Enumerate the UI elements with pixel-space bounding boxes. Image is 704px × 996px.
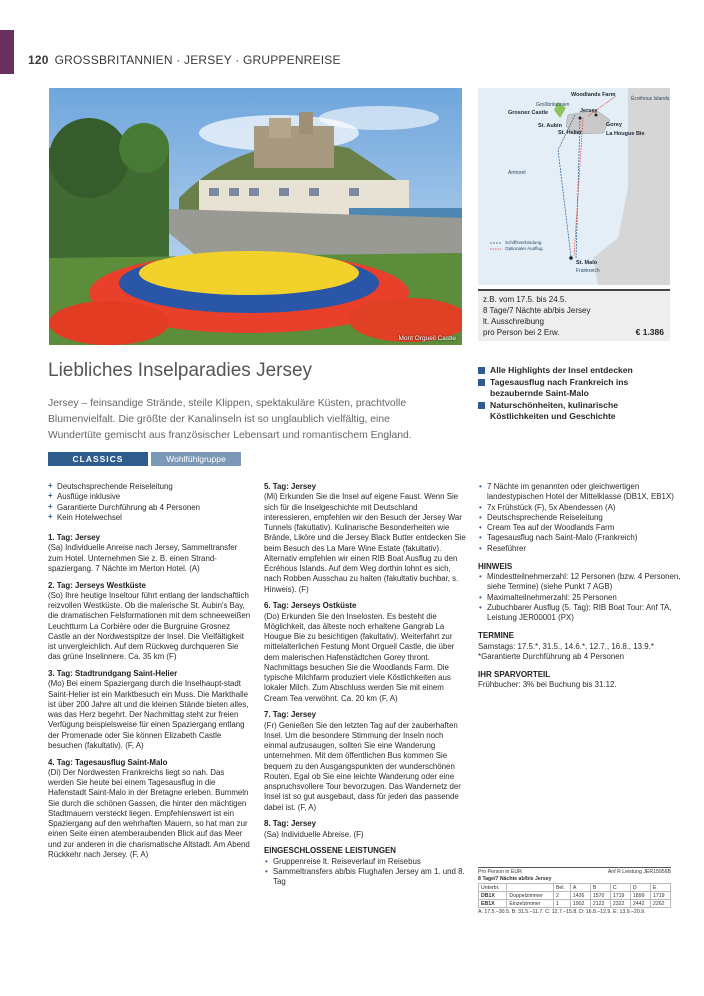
- price-table-header: [478, 867, 671, 875]
- map-legend-ship: Schiffsverbindung: [505, 240, 542, 245]
- day-text: (Sa) Individuelle Abreise. (F): [264, 829, 364, 839]
- hero-photo: [49, 88, 462, 345]
- map-label-gb: Großbritannien: [536, 102, 570, 108]
- map-label-lahouguebie: La Hougue Bie: [606, 131, 645, 137]
- table-cell: D: [630, 884, 650, 892]
- table-cell: 1: [553, 900, 570, 908]
- map-label-frankreich: Frankreich: [576, 268, 600, 274]
- day-text: (Sa) Individuelle Anreise nach Jersey, Sammeltransfer zum Hotel. Unternehmen Sie z. B. einen Strand-spaziergang. 7 Nächte im Merton Hotel. (A): [48, 543, 238, 573]
- map-label-woodlands: Woodlands Farm: [571, 92, 616, 98]
- table-cell: Doppelzimmer: [507, 892, 554, 900]
- intro-text: Jersey – feinsandige Strände, steile Klippen, spektakuläre Küsten, prachtvolle Blumenvielfalt. Die größte der Kanalinseln ist so unglaublich vielfältig, eine Wundertüte gemischt aus französischer Lebensart und romantischem England.: [48, 398, 412, 441]
- map-label-grosnez: Grosnez Castle: [508, 110, 549, 116]
- table-cell: Bel.: [553, 884, 570, 892]
- table-cell: 1719: [650, 892, 670, 900]
- table-cell: 1426: [570, 892, 590, 900]
- included-item: • Gruppenreise lt. Reiseverlauf im Reisebus: [264, 857, 467, 867]
- feature-item: + Deutschsprechende Reiseleitung: [48, 482, 251, 492]
- price-teaser: [478, 289, 670, 341]
- included-item: • Tagesausflug nach Saint-Malo (Frankreich): [478, 533, 681, 543]
- included-item: • Deutschsprechende Reiseleitung: [478, 513, 681, 523]
- price-date: z.B. vom 17.5. bis 24.5.: [483, 295, 567, 304]
- table-cell: 2: [553, 892, 570, 900]
- section-color-bar: [0, 30, 14, 74]
- photo-caption: Mont Orgueil Castle: [398, 335, 456, 342]
- tag-wohlfuehlgruppe: Wohlfühlgruppe: [151, 452, 241, 466]
- termine-heading: TERMINE: [478, 631, 514, 641]
- tag-classics: CLASSICS: [48, 452, 148, 466]
- hinweis-heading: HINWEIS: [478, 561, 513, 571]
- hinweis-item: • Maximalteilnehmerzahl: 25 Personen: [478, 593, 681, 603]
- breadcrumb: GROSSBRITANNIEN · JERSEY · GRUPPENREISE: [54, 53, 341, 67]
- day-text: (So) Ihre heutige Inseltour führt entlang der landschaftlich reizvollen Westküste. Ob die malerische St. Aubin's Bay, die dramatischen Felsformationen mit dem schneeweißen Leuchtturm La Corbière oder die Burgruine Grosnez Castle an der Nordwestspitze der Insel. Die Vielfältigkeit ist unvergleichlich. Auf dem Rückweg durchqueren Sie das grüne Inselinnere. Ca. 35 km (F): [48, 590, 251, 662]
- table-cell: 2442: [630, 900, 650, 908]
- included-list-cont: [478, 482, 681, 554]
- hinweis-item: • Zubuchbarer Ausflug (5. Tag): RIB Boat Tour: Anf TA, Leistung JER00001 (PX): [478, 603, 681, 624]
- table-cell: Unterbr.: [479, 884, 507, 892]
- table-cell: C: [610, 884, 630, 892]
- price-table-code: Anf R Leistung JER15956B: [607, 869, 671, 875]
- map-label-staubin: St. Aubin: [538, 123, 562, 129]
- price-duration: 8 Tage/7 Nächte ab/bis Jersey: [483, 306, 591, 315]
- page-title: Liebliches Inselparadies Jersey: [48, 360, 313, 381]
- table-cell: A: [570, 884, 590, 892]
- hinweis-item: • Mindestteilnehmerzahl: 12 Personen (bzw. 4 Personen, siehe Termine) (siehe Punkt 7 AGB): [478, 572, 681, 593]
- day-text: (Di) Der Nordwesten Frankreichs liegt so nah. Das werden Sie heute bei einem Tagesausflug in die Hafenstadt Saint-Malo in der Bretagne erleben. Bummeln Sie durch die schönen Gassen, die hinter den mächtigen Stadtmauern versteckt liegen. Empfehlenswert ist ein Spaziergang auf den wehrhaften Mauern, so hat man zur einen Seite einen atemberaubenden Blick auf das Meer und zur anderen in die charismatische Altstadt. Am Abend Rückkehr nach Jersey. (F, A): [48, 767, 250, 859]
- highlight-item: Naturschönheiten, kulinarische Köstlichkeiten und Geschichte: [478, 400, 678, 422]
- table-row: [479, 900, 671, 908]
- highlight-item: Alle Highlights der Insel entdecken: [478, 365, 678, 376]
- table-cell: 2122: [590, 900, 610, 908]
- table-cell: 2322: [610, 900, 630, 908]
- day-heading: 7. Tag: Jersey: [264, 710, 317, 720]
- day-text: (Do) Erkunden Sie den Inselosten. Es besteht die Möglichkeit, das älteste noch erhaltene Gangrab La Hougue Bie zu besichtigen (fakultativ). Weiterfahrt zur mittelalterlichen Festung Mont Orgueil Castle, die über dem malerischen Hafenstädtchen Gorey thront. Nachmittags besuchen Sie die Woodlands Farm. Die typische Milchfarm produziert viele Köstlichkeiten aus lokaler Milch. Zum Abschluss werden Sie mit einem Cream Tea verwöhnt. Ca. 20 km (F, A): [264, 611, 455, 703]
- column-3: [478, 482, 681, 691]
- included-item: • 7 Nächte im genannten oder gleichwertigen landestypischen Hotel der Mittelklasse (DB1X, EB1X): [478, 482, 681, 503]
- map-label-gorey: Gorey: [606, 122, 622, 128]
- day-heading: 4. Tag: Tagesausflug Saint-Malo: [48, 757, 168, 767]
- page-number: 120: [28, 53, 49, 67]
- square-bullet-icon: [478, 367, 485, 374]
- price-grid: [478, 883, 671, 908]
- castle-harbour-illustration: [49, 88, 462, 345]
- day-heading: 8. Tag: Jersey: [264, 819, 317, 829]
- table-cell: 2262: [650, 900, 670, 908]
- highlights: [478, 365, 678, 423]
- termine-note: *Garantierte Durchführung ab 4 Personen: [478, 651, 625, 661]
- price-value: € 1.386: [635, 327, 664, 337]
- price-note: lt. Ausschreibung: [483, 317, 544, 326]
- day-heading: 5. Tag: Jersey: [264, 482, 317, 491]
- column-1: [48, 482, 251, 867]
- map-label-ecrehous: Écréhous Islands: [631, 96, 670, 102]
- highlight-item: Tagesausflug nach Frankreich ins bezaubernde Saint-Malo: [478, 377, 678, 399]
- termine-dates: Samstags: 17.5.*, 31.5., 14.6.*, 12.7., 16.8., 13.9.*: [478, 641, 654, 651]
- square-bullet-icon: [478, 402, 485, 409]
- included-list: [264, 857, 467, 888]
- table-cell: 1570: [590, 892, 610, 900]
- hinweis-list: [478, 572, 681, 623]
- price-per-person: pro Person bei 2 Erw.: [483, 328, 560, 337]
- table-cell: DB1X: [479, 892, 507, 900]
- day-heading: 6. Tag: Jerseys Ostküste: [264, 601, 357, 611]
- day-heading: 2. Tag: Jerseys Westküste: [48, 580, 146, 590]
- table-cell: [507, 884, 554, 892]
- table-row: [479, 892, 671, 900]
- table-cell: EB1X: [479, 900, 507, 908]
- price-table-footnote: A: 17.5.–30.5. B: 31.5.–11.7. C: 12.7.–15.8. D: 16.8.–12.9. E: 13.9.–20.9.: [478, 909, 646, 915]
- map-label-sthelier: St. Helier: [558, 130, 582, 136]
- page-header: [28, 53, 341, 67]
- table-cell: 1719: [610, 892, 630, 900]
- map-label-stmalo: St. Malo: [576, 260, 598, 266]
- map-illustration: [478, 88, 670, 285]
- map-legend-optional: Optionaler Ausflug: [505, 246, 543, 251]
- sparvorteil-text: Frühbucher: 3% bei Buchung bis 31.12.: [478, 680, 617, 690]
- table-header-row: [479, 884, 671, 892]
- day-text: (Fr) Genießen Sie den letzten Tag auf der zauberhaften Insel. Um die besondere Stimmung der Inseln noch einmal aufzusaugen, sollten Sie eine Wanderung unternehmen. Mit dem öffentlichen Bus kommen Sie bequem zu den Ausgangspunkten der wunderschönen Routen. Egal ob Sie eine leichte Wanderung oder eine anspruchsvollere Tour bevorzugen. Das Wandernetz der Insel ist so gut ausgebaut, dass für jeden das passende dabei ist. (F, A): [264, 720, 461, 812]
- table-cell: B: [590, 884, 610, 892]
- map-label-armorel: Armorel: [508, 170, 526, 176]
- included-item: • 7x Frühstück (F), 5x Abendessen (A): [478, 503, 681, 513]
- price-table-subtitle: 8 Tage/7 Nächte ab/bis Jersey: [478, 876, 552, 882]
- day-heading: 3. Tag: Stadtrundgang Saint-Helier: [48, 669, 178, 678]
- table-cell: E: [650, 884, 670, 892]
- included-heading: EINGESCHLOSSENE LEISTUNGEN: [264, 846, 396, 856]
- map-label-jersey: Jersey: [580, 108, 598, 114]
- feature-item: + Ausflüge inklusive: [48, 492, 251, 502]
- day-text: (Mo) Bei einem Spaziergang durch die Inselhaupt-stadt Saint-Helier ist ein Marktbesuch ein Muss. Die Markthalle ist über 200 Jahre alt und die kleinen Stände bieten alles, was das Herz begehrt. Der Nachmittag steht zur freien Verfügung beispielsweise für einen Spaziergang entlang der Promenade oder Sie können Elizabeth Castle besuchen (fakultativ). (F, A): [48, 679, 249, 750]
- table-cell: 1902: [570, 900, 590, 908]
- included-item: • Reseführer: [478, 544, 681, 554]
- included-item: • Cream Tea auf der Woodlands Farm: [478, 523, 681, 533]
- sparvorteil-heading: IHR SPARVORTEIL: [478, 670, 551, 679]
- price-table-currency: Pro Person in EUR: [478, 869, 522, 875]
- day-heading: 1. Tag: Jersey: [48, 533, 101, 542]
- column-2: [264, 482, 467, 897]
- feature-item: + Kein Hotelwechsel: [48, 513, 251, 523]
- feature-list: [48, 482, 251, 523]
- day-text: (Mi) Erkunden Sie die Insel auf eigene Faust. Wenn Sie sich für die Inselgeschichte mit Deutschland interessieren, empfehlen wir den Besuch der Jersey War Tunnels (fakultativ). Kulinarische Besonderheiten wie Brände, Liköre und die Jersey Black Butter entdecken Sie beim Besuch des La Mare Wine Estate (fakultativ). Alternativ empfehlen wir einen RIB Boat Ausflug zu den Écréhous Islands. Auf dem Weg dorthin lohnt es sich, nach Robben Ausschau zu halten (fakultativ buchbar, s. Hinweis). (F): [264, 492, 466, 594]
- route-map: [478, 88, 670, 285]
- included-item: • Sammeltransfers ab/bis Flughafen Jersey am 1. und 8. Tag: [264, 867, 467, 888]
- table-cell: 1899: [630, 892, 650, 900]
- price-table: [478, 867, 671, 915]
- table-cell: Einzelzimmer: [507, 900, 554, 908]
- feature-item: + Garantierte Durchführung ab 4 Personen: [48, 503, 251, 513]
- square-bullet-icon: [478, 379, 485, 386]
